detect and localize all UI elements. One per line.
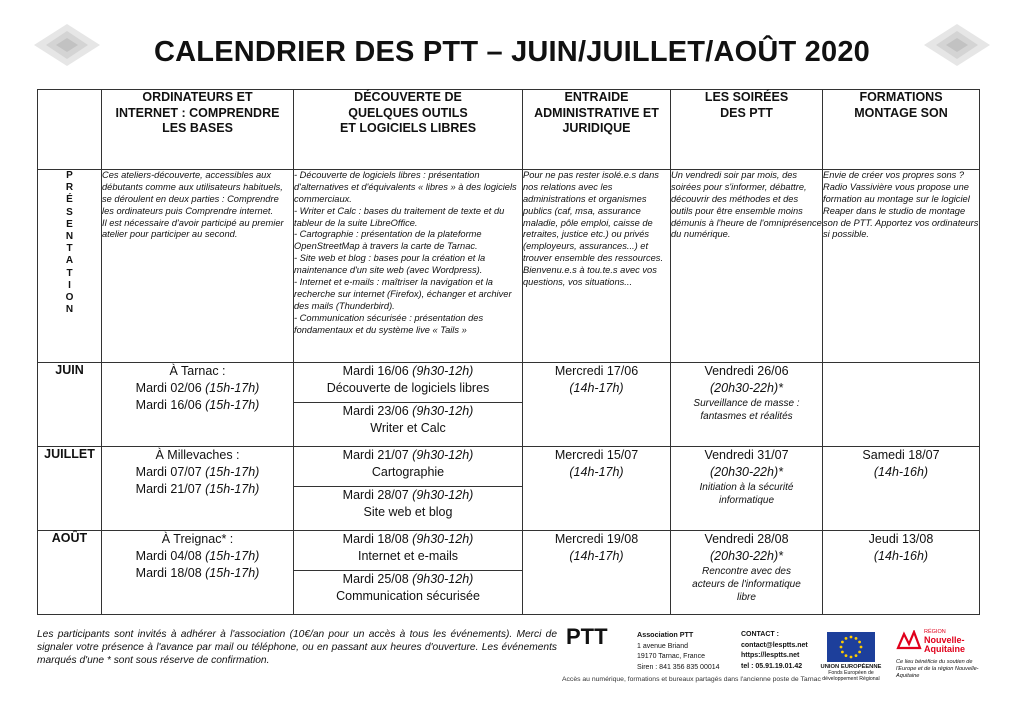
entraide-session: Mercredi 15/07 (14h-17h) [523,447,671,531]
tools-session: Mardi 25/08 (9h30-12h) Communication sécurisée [294,571,523,615]
column-header-son: FORMATIONS MONTAGE SON [823,90,980,170]
page-title: CALENDRIER DES PTT – JUIN/JUILLET/AOÛT 2020 [154,36,870,68]
access-tagline: Accès au numérique, formations et bureaux partagés dans l'ancienne poste de Tarnac [562,676,821,683]
month-row [38,531,980,571]
eu-logo: UNION EUROPÉENNE Fonds Européen de développement Régional [818,632,884,682]
contact-email[interactable]: contact@lesptts.net [741,641,808,649]
tools-session: Mardi 16/06 (9h30-12h) Découverte de logiciels libres [294,363,523,403]
column-header-tools: DÉCOUVERTE DE QUELQUES OUTILS ET LOGICIELS LIBRES [294,90,523,170]
basics-session: À Tarnac : Mardi 02/06 (15h-17h) Mardi 16/06 (15h-17h) [102,363,294,447]
presentation-soirees: Un vendredi soir par mois, des soirées pour s'informer, débattre, découvrir des méthodes et des outils pour être ensemble moins démunis à l'heure de l'omniprésence du numérique. [671,170,823,363]
column-header-entraide: ENTRAIDE ADMINISTRATIVE ET JURIDIQUE [523,90,671,170]
entraide-session: Mercredi 19/08 (14h-17h) [523,531,671,615]
son-session: Jeudi 13/08 (14h-16h) [823,531,980,615]
month-row [38,447,980,487]
eu-flag-icon [827,632,875,662]
month-label: AOÛT [38,531,102,615]
month-label: JUILLET [38,447,102,531]
presentation-entraide: Pour ne pas rester isolé.e.s dans nos relations avec les administrations et organismes publics (caf, msa, assurance maladie, pôle emploi, caisse de retraites, justice etc.) ou privés (employeurs, assurances...) et trouver ensemble des ressources. Bienvenu.e.s à tou.te.s avec vos questions, vos situations... [523,170,671,363]
month-row [38,363,980,403]
contact-website[interactable]: https://lesptts.net [741,652,800,659]
basics-session: À Treignac* : Mardi 04/08 (15h-17h) Mardi 18/08 (15h-17h) [102,531,294,615]
presentation-tools: - Découverte de logiciels libres : présentation d'alternatives et d'équivalents « libres » à des logiciels commerciaux. - Writer et Calc : bases du traitement de texte et du tableur de la suite LibreOffice. - Cartographie : présentation de la plateforme OpenStreetMap à travers la carte de Tarnac. - Site web et blog : bases pour la création et la maintenance d'un site web (avec Wordpress). - Internet et e-mails : maîtriser la navigation et la recherche sur internet (Firefox), échanger et archiver des mails (Thunderbird). - Communication sécurisée : présentation des fondamentaux et du système live « Tails » [294,170,523,363]
association-address: Association PTT 1 avenue Briand 19170 Tarnac, France Siren : 841 356 835 00014 [637,630,720,671]
month-label: JUIN [38,363,102,447]
contact-phone: tel : 05.91.19.01.42 [741,662,803,670]
participation-note: Les participants sont invités à adhérer à l'association (10€/an pour un accès à tous les événements). Merci de signaler votre présence à l'avance par mail ou téléphone, ou en passant aux heures d'ouverture. Les événements marqués d'une * sont sous réserve de confirmation. [37,629,557,667]
tools-session: Mardi 28/07 (9h30-12h) Site web et blog [294,487,523,531]
ptt-logo: PTT [566,624,608,649]
column-header-basics: ORDINATEURS ET INTERNET : COMPRENDRE LES BASES [102,90,294,170]
region-nouvelle-aquitaine-logo: RÉGION Nouvelle- Aquitaine Ce lieu bénéficie du soutien de l'Europe et de la région Nouvelle-Aquitaine [896,629,979,680]
presentation-label: P R É S E N T A T I O N [38,170,102,363]
presentation-row [38,170,980,363]
soiree-session: Vendredi 26/06 (20h30-22h)* Surveillance de masse : fantasmes et réalités [671,363,823,447]
tools-session: Mardi 23/06 (9h30-12h) Writer et Calc [294,403,523,447]
months-table [37,362,980,615]
tools-session: Mardi 21/07 (9h30-12h) Cartographie [294,447,523,487]
contact-block: CONTACT : contact@lesptts.net https://lesptts.net tel : 05.91.19.01.42 [741,631,808,670]
presentation-son: Envie de créer vos propres sons ? Radio Vassivière vous propose une formation au montage sur le logiciel Reaper dans le studio de montage son de PTT. Apportez vos ordinateurs si possible. [823,170,980,363]
region-emblem-icon [896,630,922,652]
calendar-table [37,89,980,363]
entraide-session: Mercredi 17/06 (14h-17h) [523,363,671,447]
corner-cell [38,90,102,170]
tools-session: Mardi 18/08 (9h30-12h) Internet et e-mails [294,531,523,571]
son-session: Samedi 18/07 (14h-16h) [823,447,980,531]
son-session [823,363,980,447]
presentation-basics: Ces ateliers-découverte, accessibles aux débutants comme aux utilisateurs habituels, se déroulent en deux parties : Comprendre les ordinateurs puis Comprendre internet. Il est nécessaire d'avoir participé au premier atelier pour participer au second. [102,170,294,363]
column-header-soirees: LES SOIRÉES DES PTT [671,90,823,170]
header-row [38,90,980,170]
soiree-session: Vendredi 31/07 (20h30-22h)* Initiation à la sécurité informatique [671,447,823,531]
basics-session: À Millevaches : Mardi 07/07 (15h-17h) Mardi 21/07 (15h-17h) [102,447,294,531]
soiree-session: Vendredi 28/08 (20h30-22h)* Rencontre avec des acteurs de l'informatique libre [671,531,823,615]
